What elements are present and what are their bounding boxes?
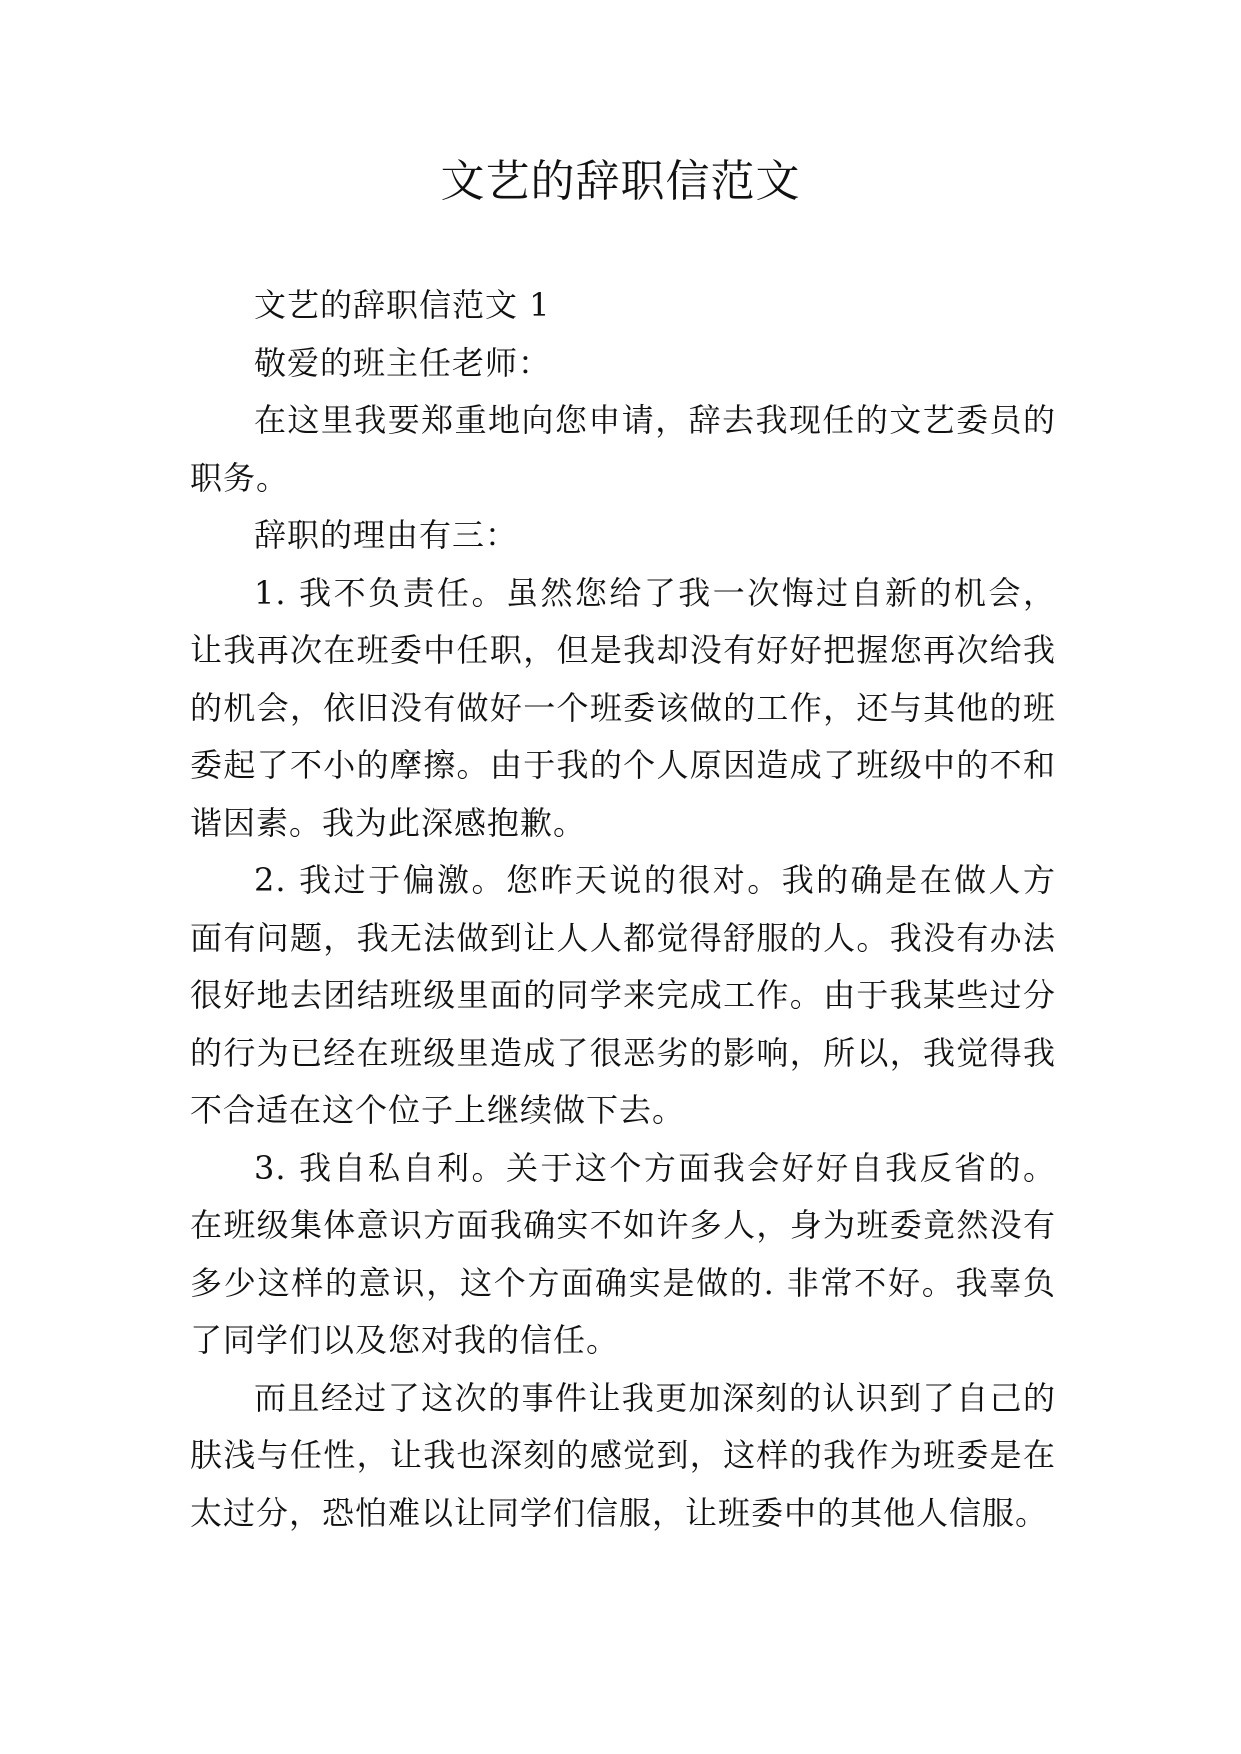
- paragraph-reason-1: 1. 我不负责任。虽然您给了我一次悔过自新的机会，让我再次在班委中任职，但是我却没有好好把握您再次给我的机会，依旧没有做好一个班委该做的工作，还与其他的班委起了不小的摩擦。由于我的个人原因造成了班级中的不和谐因素。我为此深感抱歉。: [190, 573, 1056, 842]
- paragraph-reasons-intro: 辞职的理由有三：: [254, 516, 519, 554]
- paragraph-reason-3: 3. 我自私自利。关于这个方面我会好好自我反省的。在班级集体意识方面我确实不如许多人，身为班委竟然没有多少这样的意识，这个方面确实是做的. 非常不好。我辜负了同学们以及您对我的信任。: [190, 1148, 1056, 1359]
- paragraph-conclusion: 而且经过了这次的事件让我更加深刻的认识到了自己的肤浅与任性，让我也深刻的感觉到，这样的我作为班委是在太过分，恐怕难以让同学们信服，让班委中的其他人信服。: [190, 1378, 1056, 1532]
- document-body: [190, 277, 1056, 1542]
- paragraph-reason-2: 2. 我过于偏激。您昨天说的很对。我的确是在做人方面有问题，我无法做到让人人都觉得舒服的人。我没有办法很好地去团结班级里面的同学来完成工作。由于我某些过分的行为已经在班级里造成了很恶劣的影响，所以，我觉得我不合适在这个位子上继续做下去。: [190, 861, 1056, 1129]
- document-title: 文艺的辞职信范文: [440, 156, 801, 207]
- paragraph-salutation: 敬爱的班主任老师：: [254, 343, 552, 382]
- paragraph-heading: 文艺的辞职信范文 1: [254, 286, 551, 324]
- paragraph-request: 在这里我要郑重地向您申请，辞去我现任的文艺委员的职务。: [190, 401, 1056, 497]
